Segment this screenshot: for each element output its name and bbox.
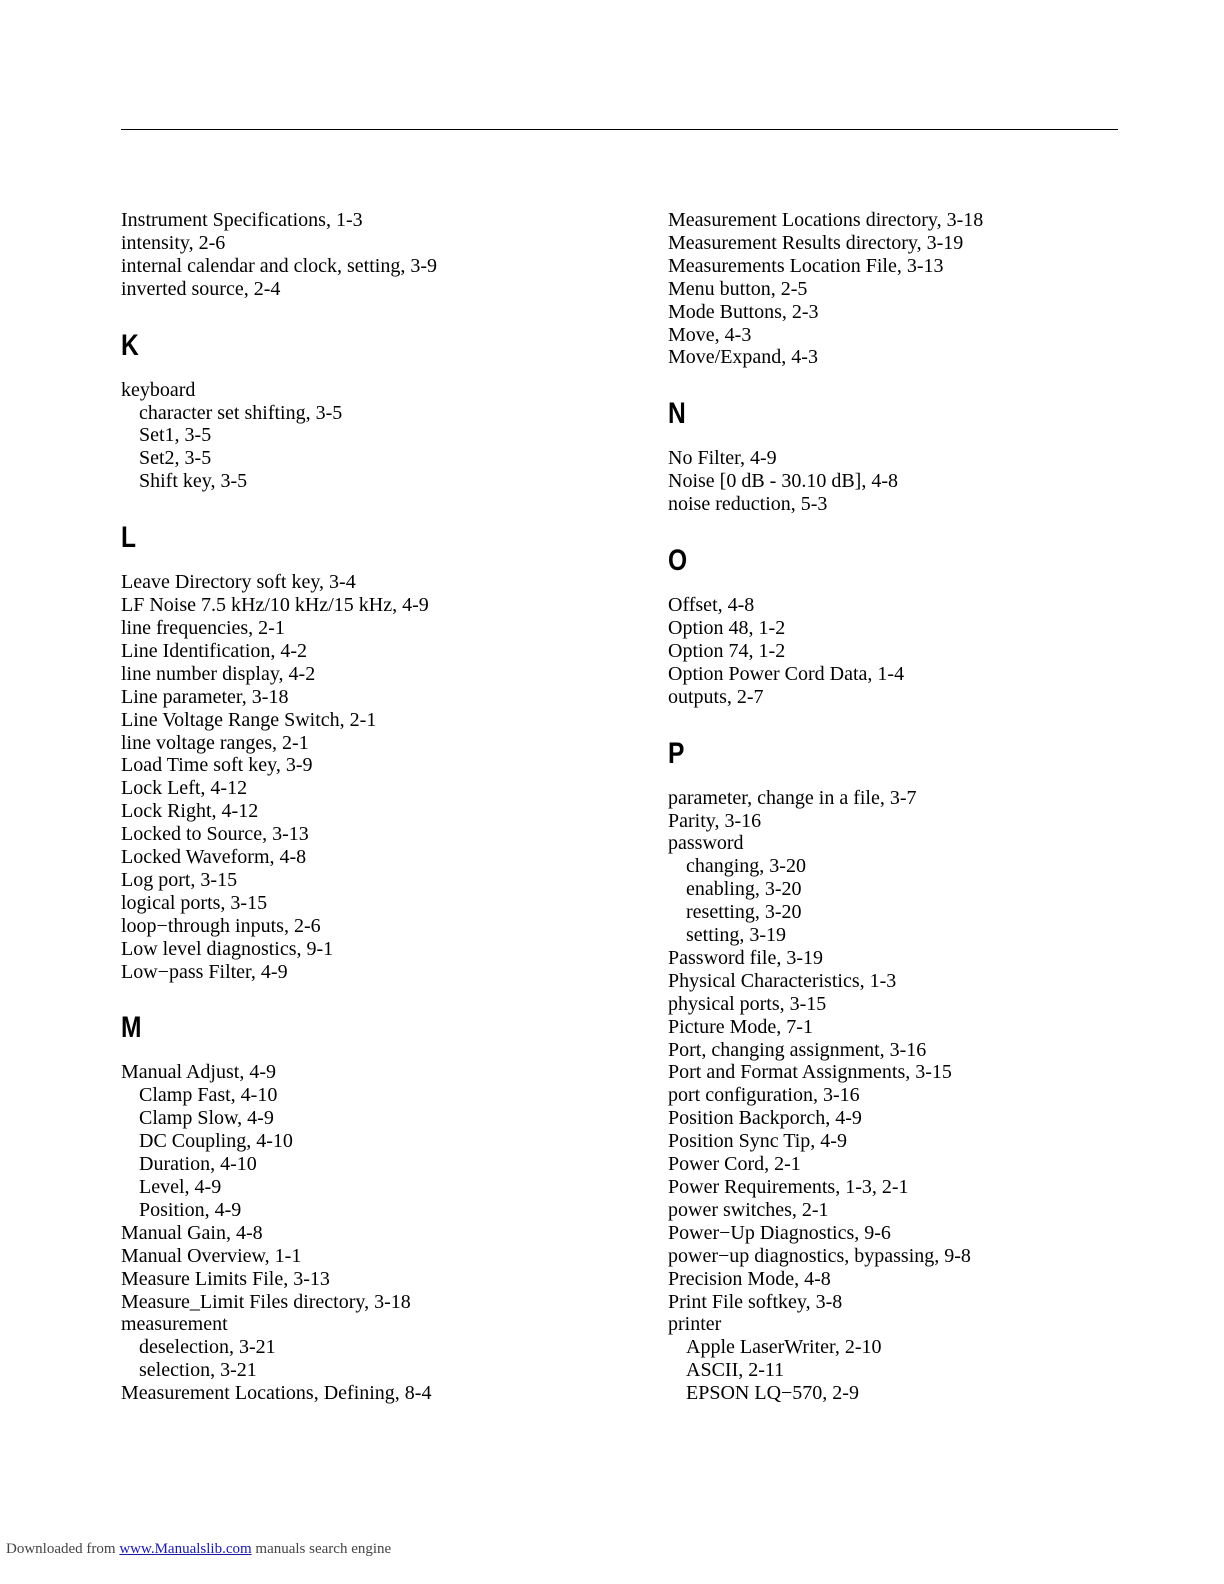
index-entry: LF Noise 7.5 kHz/10 kHz/15 kHz, 4-9: [121, 594, 429, 617]
index-subentry: Set1, 3-5: [139, 424, 212, 447]
index-column-right: [668, 209, 1138, 1405]
footer: [6, 1541, 391, 1558]
index-entry: Manual Overview, 1-1: [121, 1244, 302, 1267]
index-entry: power−up diagnostics, bypassing, 9-8: [668, 1244, 971, 1267]
index-entry: Option Power Cord Data, 1-4: [668, 662, 905, 685]
section-letter-heading: L: [121, 521, 137, 555]
index-entry: Measurement Locations, Defining, 8-4: [121, 1382, 432, 1405]
index-entry: Leave Directory soft key, 3-4: [121, 571, 356, 594]
index-entry: loop−through inputs, 2-6: [121, 914, 321, 937]
index-entry: line voltage ranges, 2-1: [121, 731, 309, 754]
index-entry: Power−Up Diagnostics, 9-6: [668, 1221, 891, 1244]
index-entry: outputs, 2-7: [668, 685, 764, 708]
index-entry: Move/Expand, 4-3: [668, 346, 818, 369]
index-entry: Port and Format Assignments, 3-15: [668, 1061, 952, 1084]
index-entry: Position Sync Tip, 4-9: [668, 1130, 847, 1153]
index-entry: Line Voltage Range Switch, 2-1: [121, 708, 377, 731]
index-subentry: Set2, 3-5: [139, 447, 212, 470]
index-entry: intensity, 2-6: [121, 231, 226, 254]
index-entry: Parity, 3-16: [668, 809, 762, 832]
index-entry: Move, 4-3: [668, 323, 752, 346]
index-entry: line frequencies, 2-1: [121, 616, 285, 639]
index-entry: Instrument Specifications, 1-3: [121, 209, 363, 231]
index-entry: Print File softkey, 3-8: [668, 1290, 843, 1313]
index-entry: Noise [0 dB - 30.10 dB], 4-8: [668, 470, 898, 493]
index-entry: Picture Mode, 7-1: [668, 1015, 813, 1038]
index-subentry: resetting, 3-20: [686, 901, 802, 924]
index-entry: measurement: [121, 1313, 228, 1336]
index-entry: parameter, change in a file, 3-7: [668, 786, 917, 809]
index-entry: line number display, 4-2: [121, 662, 316, 685]
index-entry: Locked to Source, 3-13: [121, 823, 309, 846]
footer-suffix: manuals search engine: [251, 1541, 392, 1557]
section-letter-heading: K: [121, 328, 139, 362]
index-entry: Precision Mode, 4-8: [668, 1267, 831, 1290]
index-section-m: [121, 1011, 641, 1405]
footer-link[interactable]: www.Manualslib.com: [119, 1541, 252, 1557]
index-entry: Menu button, 2-5: [668, 277, 808, 300]
index-entry: Physical Characteristics, 1-3: [668, 969, 897, 992]
index-subentry: Clamp Slow, 4-9: [139, 1107, 274, 1130]
index-subentry: Duration, 4-10: [139, 1153, 257, 1176]
index-subentry: DC Coupling, 4-10: [139, 1130, 293, 1153]
index-entry: Line Identification, 4-2: [121, 639, 308, 662]
index-section-k: [121, 329, 641, 494]
index-entry: Line parameter, 3-18: [121, 685, 289, 708]
index-entry: Option 48, 1-2: [668, 616, 786, 639]
index-column-left: [121, 209, 641, 1405]
index-entry: Mode Buttons, 2-3: [668, 300, 819, 323]
index-section-continued: [121, 209, 641, 301]
index-section-o: [668, 544, 1138, 709]
index-subentry: changing, 3-20: [686, 855, 806, 878]
index-entry: Manual Gain, 4-8: [121, 1221, 263, 1244]
index-entry: Password file, 3-19: [668, 946, 823, 969]
index-entry: port configuration, 3-16: [668, 1084, 860, 1107]
index-section-n: [668, 397, 1138, 516]
index-subentry: Apple LaserWriter, 2-10: [686, 1336, 882, 1359]
index-entry: Offset, 4-8: [668, 594, 755, 617]
index-entry: Log port, 3-15: [121, 868, 238, 891]
index-entry: internal calendar and clock, setting, 3-9: [121, 254, 437, 277]
index-section-l: [121, 521, 641, 983]
index-subentry: enabling, 3-20: [686, 878, 802, 901]
index-entry: Measurement Locations directory, 3-18: [668, 209, 984, 231]
index-subentry: Level, 4-9: [139, 1176, 222, 1198]
index-entry: Option 74, 1-2: [668, 639, 786, 662]
index-entry: power switches, 2-1: [668, 1198, 829, 1221]
index-entry: Load Time soft key, 3-9: [121, 754, 313, 777]
section-letter-heading: P: [668, 736, 685, 770]
index-entry: noise reduction, 5-3: [668, 493, 828, 516]
index-entry: Low−pass Filter, 4-9: [121, 960, 288, 983]
section-letter-heading: O: [668, 544, 688, 578]
index-entry: password: [668, 832, 744, 855]
index-entry: Measure Limits File, 3-13: [121, 1267, 330, 1290]
index-entry: Low level diagnostics, 9-1: [121, 937, 334, 960]
index-entry: No Filter, 4-9: [668, 447, 777, 470]
index-entry: Lock Right, 4-12: [121, 800, 259, 823]
index-entry: physical ports, 3-15: [668, 992, 827, 1015]
index-subentry: Clamp Fast, 4-10: [139, 1084, 278, 1107]
index-entry: printer: [668, 1313, 722, 1336]
index-entry: Position Backporch, 4-9: [668, 1107, 862, 1130]
index-entry: logical ports, 3-15: [121, 891, 268, 914]
index-entry: keyboard: [121, 378, 196, 401]
index-subentry: setting, 3-19: [686, 924, 786, 947]
index-entry: Power Cord, 2-1: [668, 1153, 801, 1176]
index-subentry: character set shifting, 3-5: [139, 401, 343, 424]
index-entry: Measurement Results directory, 3-19: [668, 231, 964, 254]
footer-prefix: Downloaded from: [6, 1541, 120, 1557]
index-section-continued: [668, 209, 1138, 369]
index-subentry: EPSON LQ−570, 2-9: [686, 1382, 859, 1405]
section-letter-heading: N: [668, 397, 686, 431]
index-entry: Lock Left, 4-12: [121, 777, 248, 800]
index-entry: Power Requirements, 1-3, 2-1: [668, 1176, 909, 1198]
section-letter-heading: M: [121, 1011, 142, 1045]
index-entry: inverted source, 2-4: [121, 277, 281, 300]
index-entry: Port, changing assignment, 3-16: [668, 1038, 927, 1061]
index-subentry: Shift key, 3-5: [139, 470, 248, 493]
index-section-p: [668, 737, 1138, 1405]
index-subentry: ASCII, 2-11: [686, 1359, 785, 1382]
index-subentry: Position, 4-9: [139, 1198, 242, 1221]
index-subentry: selection, 3-21: [139, 1359, 257, 1382]
index-subentry: deselection, 3-21: [139, 1336, 276, 1359]
index-entry: Manual Adjust, 4-9: [121, 1061, 276, 1084]
index-entry: Locked Waveform, 4-8: [121, 846, 307, 869]
index-entry: Measurements Location File, 3-13: [668, 254, 944, 277]
index-entry: Measure_Limit Files directory, 3-18: [121, 1290, 411, 1313]
header-rule: [121, 129, 1118, 130]
